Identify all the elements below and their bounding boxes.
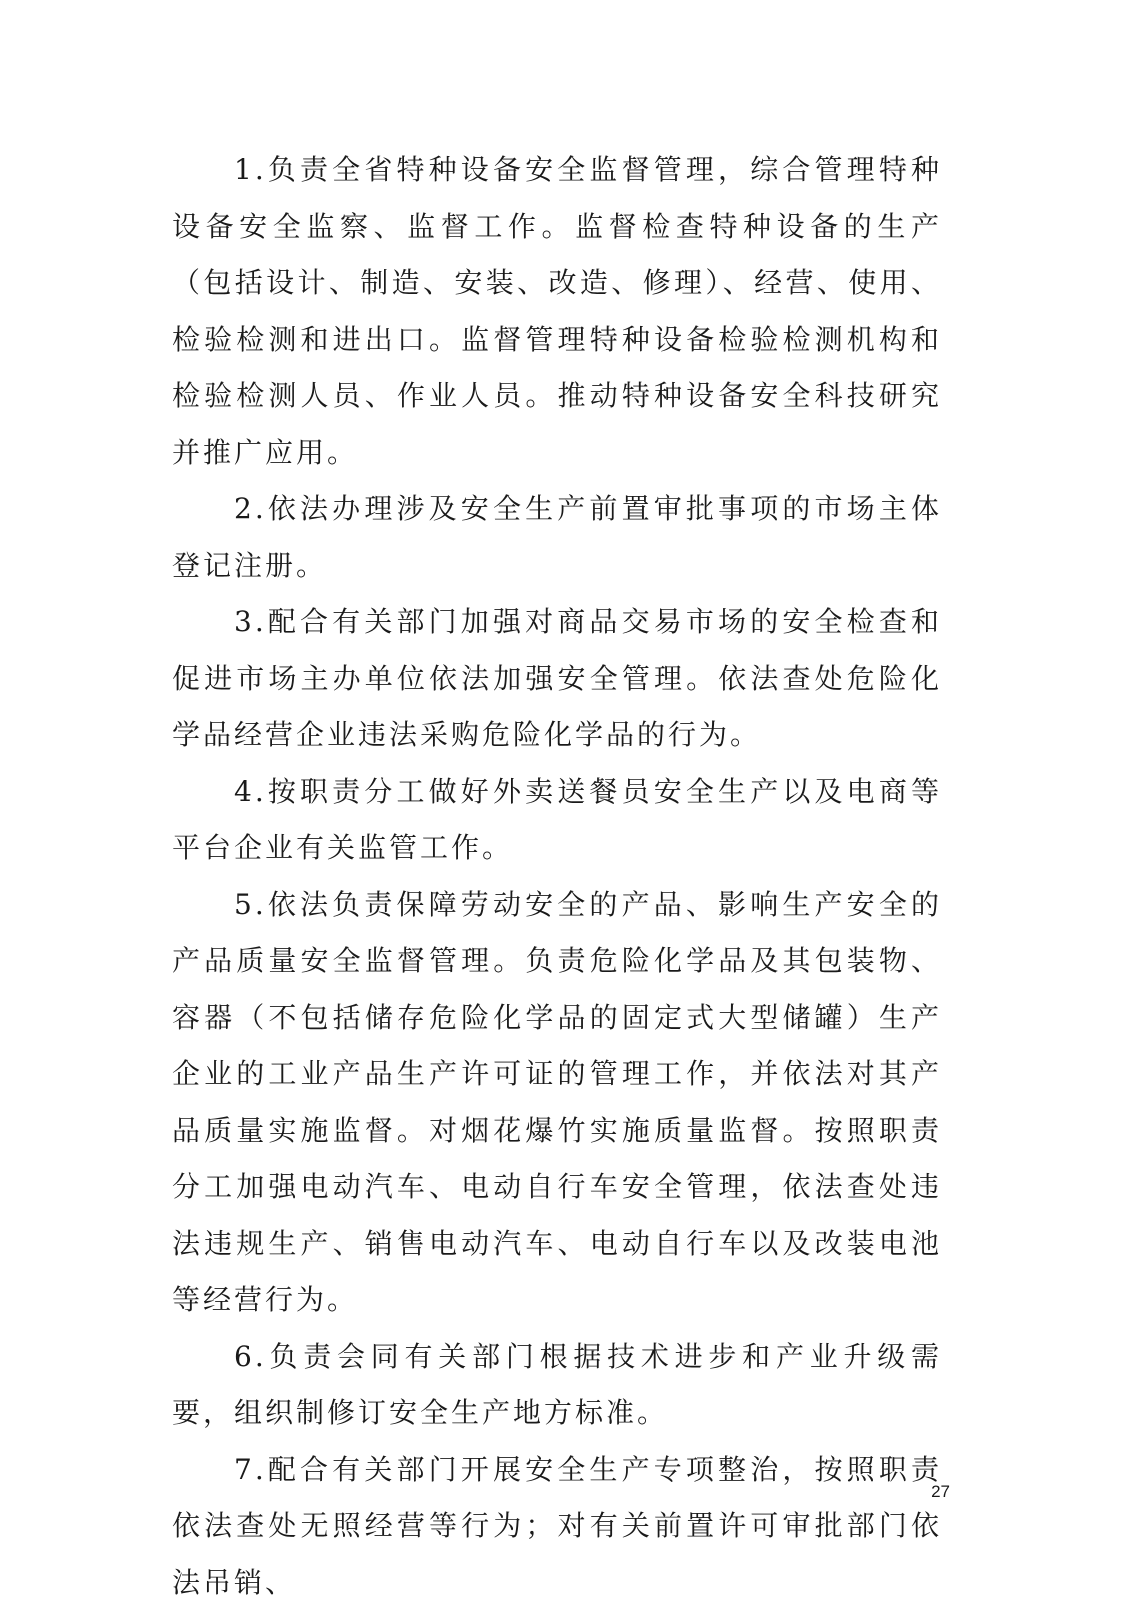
paragraph-4: 4.按职责分工做好外卖送餐员安全生产以及电商等平台企业有关监管工作。 bbox=[172, 764, 942, 877]
paragraph-6: 6.负责会同有关部门根据技术进步和产业升级需要，组织制修订安全生产地方标准。 bbox=[172, 1329, 942, 1442]
paragraph-2: 2.依法办理涉及安全生产前置审批事项的市场主体登记注册。 bbox=[172, 481, 942, 594]
paragraph-5: 5.依法负责保障劳动安全的产品、影响生产安全的产品质量安全监督管理。负责危险化学品及其包装物、容器（不包括储存危险化学品的固定式大型储罐）生产企业的工业产品生产许可证的管理工作，并依法对其产品质量实施监督。对烟花爆竹实施质量监督。按照职责分工加强电动汽车、电动自行车安全管理，依法查处违法违规生产、销售电动汽车、电动自行车以及改装电池等经营行为。 bbox=[172, 877, 942, 1329]
paragraph-7: 7.配合有关部门开展安全生产专项整治，按照职责依法查处无照经营等行为；对有关前置许可审批部门依法吊销、 bbox=[172, 1442, 942, 1611]
paragraph-1: 1.负责全省特种设备安全监督管理，综合管理特种设备安全监察、监督工作。监督检查特种设备的生产（包括设计、制造、安装、改造、修理）、经营、使用、检验检测和进出口。监督管理特种设备检验检测机构和检验检测人员、作业人员。推动特种设备安全科技研究并推广应用。 bbox=[172, 142, 942, 481]
paragraph-3: 3.配合有关部门加强对商品交易市场的安全检查和促进市场主办单位依法加强安全管理。依法查处危险化学品经营企业违法采购危险化学品的行为。 bbox=[172, 594, 942, 764]
document-body bbox=[172, 142, 942, 1611]
page-number: 27 bbox=[890, 1482, 950, 1502]
